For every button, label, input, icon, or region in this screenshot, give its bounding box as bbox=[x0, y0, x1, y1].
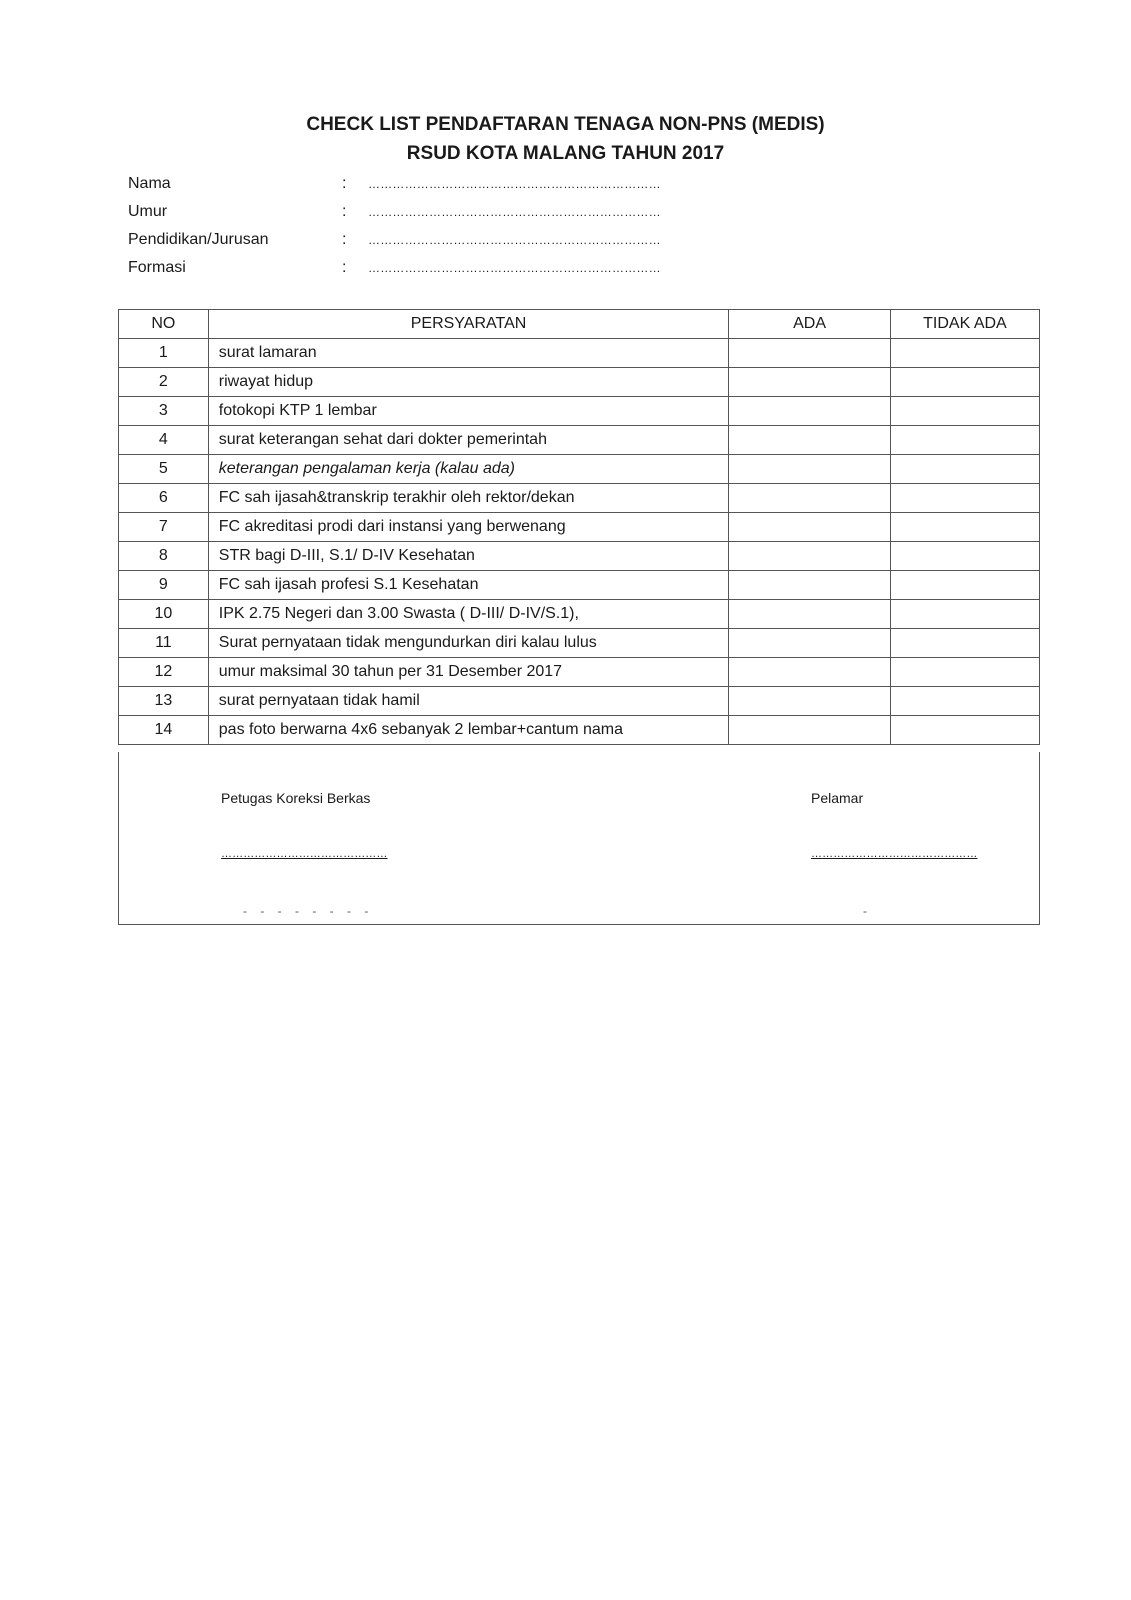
row-number: 10 bbox=[119, 600, 209, 629]
row-requirement: Surat pernyataan tidak mengundurkan diri kalau lulus bbox=[208, 629, 729, 658]
identity-row-nama bbox=[128, 170, 748, 198]
ada-checkbox-cell[interactable] bbox=[729, 629, 891, 658]
row-requirement: FC sah ijasah profesi S.1 Kesehatan bbox=[208, 571, 729, 600]
identity-label: Umur bbox=[128, 203, 168, 220]
ada-checkbox-cell[interactable] bbox=[729, 455, 891, 484]
identity-colon: : bbox=[342, 175, 347, 192]
row-number: 4 bbox=[119, 426, 209, 455]
signature-section bbox=[118, 752, 1040, 925]
identity-label: Pendidikan/Jurusan bbox=[128, 231, 269, 248]
table-header-row bbox=[119, 310, 1040, 339]
row-requirement: fotokopi KTP 1 lembar bbox=[208, 397, 729, 426]
requirements-checklist-table bbox=[118, 309, 1040, 745]
tidak-ada-checkbox-cell[interactable] bbox=[890, 542, 1039, 571]
document-title-line-1: CHECK LIST PENDAFTARAN TENAGA NON-PNS (MEDIS) bbox=[306, 114, 825, 135]
header-no: NO bbox=[119, 310, 209, 339]
row-number: 2 bbox=[119, 368, 209, 397]
table-row bbox=[119, 339, 1040, 368]
table-row bbox=[119, 629, 1040, 658]
table-row bbox=[119, 600, 1040, 629]
tidak-ada-checkbox-cell[interactable] bbox=[890, 455, 1039, 484]
identity-row-umur bbox=[128, 198, 748, 226]
row-requirement: surat pernyataan tidak hamil bbox=[208, 687, 729, 716]
tidak-ada-checkbox-cell[interactable] bbox=[890, 368, 1039, 397]
header-tidak-ada: TIDAK ADA bbox=[890, 310, 1039, 339]
table-row bbox=[119, 484, 1040, 513]
identity-fill-line[interactable]: ……………………………………………………………… bbox=[368, 205, 661, 219]
row-requirement: STR bagi D-III, S.1/ D-IV Kesehatan bbox=[208, 542, 729, 571]
row-requirement: umur maksimal 30 tahun per 31 Desember 2017 bbox=[208, 658, 729, 687]
ada-checkbox-cell[interactable] bbox=[729, 339, 891, 368]
ada-checkbox-cell[interactable] bbox=[729, 426, 891, 455]
row-number: 6 bbox=[119, 484, 209, 513]
ada-checkbox-cell[interactable] bbox=[729, 716, 891, 745]
tidak-ada-checkbox-cell[interactable] bbox=[890, 571, 1039, 600]
identity-colon: : bbox=[342, 203, 347, 220]
officer-dashes: - - - - - - - - bbox=[243, 904, 369, 918]
row-requirement: FC sah ijasah&transkrip terakhir oleh rektor/dekan bbox=[208, 484, 729, 513]
tidak-ada-checkbox-cell[interactable] bbox=[890, 484, 1039, 513]
row-number: 11 bbox=[119, 629, 209, 658]
identity-fill-line[interactable]: ……………………………………………………………… bbox=[368, 261, 661, 275]
applicant-signature-line[interactable]: ……………………………………… bbox=[811, 848, 978, 860]
header-requirement: PERSYARATAN bbox=[208, 310, 729, 339]
ada-checkbox-cell[interactable] bbox=[729, 513, 891, 542]
row-number: 1 bbox=[119, 339, 209, 368]
row-number: 7 bbox=[119, 513, 209, 542]
tidak-ada-checkbox-cell[interactable] bbox=[890, 513, 1039, 542]
ada-checkbox-cell[interactable] bbox=[729, 542, 891, 571]
table-row bbox=[119, 542, 1040, 571]
ada-checkbox-cell[interactable] bbox=[729, 571, 891, 600]
document-title-line-2: RSUD KOTA MALANG TAHUN 2017 bbox=[406, 143, 725, 164]
officer-signature-label: Petugas Koreksi Berkas bbox=[221, 790, 371, 806]
table-row bbox=[119, 687, 1040, 716]
officer-signature-line[interactable]: ……………………………………… bbox=[221, 848, 388, 860]
row-requirement: pas foto berwarna 4x6 sebanyak 2 lembar+cantum nama bbox=[208, 716, 729, 745]
table-row bbox=[119, 513, 1040, 542]
tidak-ada-checkbox-cell[interactable] bbox=[890, 687, 1039, 716]
table-row bbox=[119, 658, 1040, 687]
identity-row-pendidikan bbox=[128, 226, 748, 254]
ada-checkbox-cell[interactable] bbox=[729, 658, 891, 687]
identity-row-formasi bbox=[128, 254, 748, 282]
table-row bbox=[119, 397, 1040, 426]
row-number: 12 bbox=[119, 658, 209, 687]
tidak-ada-checkbox-cell[interactable] bbox=[890, 716, 1039, 745]
row-requirement: FC akreditasi prodi dari instansi yang berwenang bbox=[208, 513, 729, 542]
tidak-ada-checkbox-cell[interactable] bbox=[890, 658, 1039, 687]
ada-checkbox-cell[interactable] bbox=[729, 397, 891, 426]
row-requirement: keterangan pengalaman kerja (kalau ada) bbox=[208, 455, 729, 484]
row-requirement: surat lamaran bbox=[208, 339, 729, 368]
table-row bbox=[119, 368, 1040, 397]
ada-checkbox-cell[interactable] bbox=[729, 484, 891, 513]
row-requirement: riwayat hidup bbox=[208, 368, 729, 397]
row-number: 14 bbox=[119, 716, 209, 745]
identity-colon: : bbox=[342, 259, 347, 276]
tidak-ada-checkbox-cell[interactable] bbox=[890, 600, 1039, 629]
table-row bbox=[119, 426, 1040, 455]
header-ada: ADA bbox=[729, 310, 891, 339]
row-requirement: IPK 2.75 Negeri dan 3.00 Swasta ( D-III/ D-IV/S.1), bbox=[208, 600, 729, 629]
tidak-ada-checkbox-cell[interactable] bbox=[890, 629, 1039, 658]
identity-fill-line[interactable]: ……………………………………………………………… bbox=[368, 177, 661, 191]
identity-label: Formasi bbox=[128, 259, 186, 276]
table-row bbox=[119, 716, 1040, 745]
applicant-dash: - bbox=[863, 904, 867, 918]
identity-colon: : bbox=[342, 231, 347, 248]
tidak-ada-checkbox-cell[interactable] bbox=[890, 339, 1039, 368]
ada-checkbox-cell[interactable] bbox=[729, 368, 891, 397]
identity-label: Nama bbox=[128, 175, 171, 192]
row-number: 13 bbox=[119, 687, 209, 716]
applicant-signature-label: Pelamar bbox=[811, 790, 864, 806]
applicant-identity-section bbox=[128, 170, 748, 282]
identity-fill-line[interactable]: ……………………………………………………………… bbox=[368, 233, 661, 247]
ada-checkbox-cell[interactable] bbox=[729, 687, 891, 716]
tidak-ada-checkbox-cell[interactable] bbox=[890, 426, 1039, 455]
table-row bbox=[119, 455, 1040, 484]
row-number: 8 bbox=[119, 542, 209, 571]
row-number: 9 bbox=[119, 571, 209, 600]
tidak-ada-checkbox-cell[interactable] bbox=[890, 397, 1039, 426]
ada-checkbox-cell[interactable] bbox=[729, 600, 891, 629]
row-number: 5 bbox=[119, 455, 209, 484]
row-number: 3 bbox=[119, 397, 209, 426]
row-requirement: surat keterangan sehat dari dokter pemerintah bbox=[208, 426, 729, 455]
table-row bbox=[119, 571, 1040, 600]
